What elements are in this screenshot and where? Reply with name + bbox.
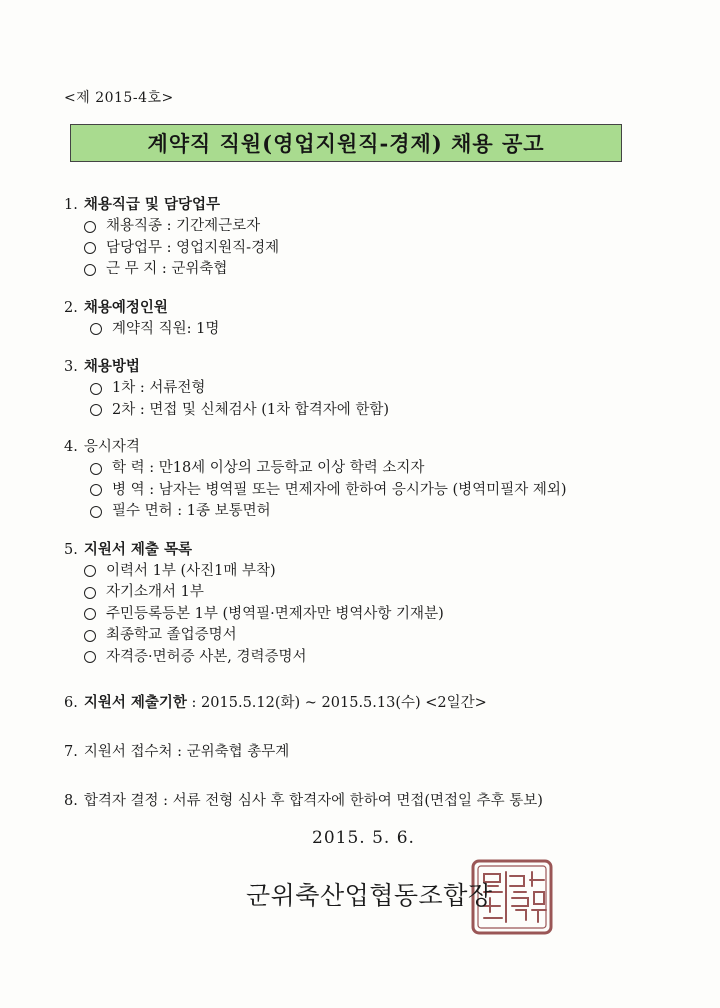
section-number: 6. — [64, 695, 78, 711]
section-title: 채용직급 및 담당업무 — [83, 196, 221, 213]
section-title: 지원서 접수처 — [83, 744, 173, 760]
signer-name: 군위축산업협동조합장 — [246, 881, 493, 910]
list-item-text: 자기소개서 1부 — [106, 584, 204, 600]
section-reception — [64, 742, 694, 763]
list-item — [64, 561, 694, 583]
list-item — [64, 647, 694, 669]
list-item-text: 병 역 : 남자는 병역필 또는 면제자에 한하여 응시가능 (병역미필자 제외) — [112, 481, 567, 498]
section-heading — [64, 437, 694, 458]
circle-bullet-icon — [84, 242, 96, 254]
circle-bullet-icon — [90, 484, 102, 496]
section-deadline — [64, 692, 694, 714]
section-title: 채용예정인원 — [83, 298, 168, 316]
section-title: 지원서 제출기한 — [83, 694, 187, 711]
section-title: 채용방법 — [83, 358, 140, 375]
section-number: 2. — [64, 299, 78, 316]
section-number: 8. — [64, 793, 78, 809]
list-item-text: 학 력 : 만18세 이상의 고등학교 이상 학력 소지자 — [112, 460, 425, 476]
circle-bullet-icon — [90, 506, 102, 518]
circle-bullet-icon — [84, 587, 96, 599]
list-item-text: 채용직종 : 기간제근로자 — [106, 218, 261, 234]
list-item-text: 최종학교 졸업증명서 — [106, 627, 237, 643]
list-item — [64, 319, 694, 341]
list-item — [64, 259, 694, 281]
section-heading — [64, 539, 694, 561]
document-number: <제 2015-4호> — [64, 90, 174, 106]
section-documents — [64, 539, 694, 669]
circle-bullet-icon — [90, 463, 102, 475]
section-heading — [64, 297, 694, 319]
circle-bullet-icon — [84, 651, 96, 663]
circle-bullet-icon — [90, 383, 102, 395]
circle-bullet-icon — [84, 608, 96, 620]
list-item — [64, 501, 694, 523]
list-item — [64, 378, 694, 400]
section-title: 지원서 제출 목록 — [83, 540, 192, 558]
circle-bullet-icon — [90, 323, 102, 335]
section-headcount — [64, 297, 694, 341]
section-heading — [64, 791, 694, 812]
list-item — [64, 458, 694, 480]
notice-sections — [64, 194, 694, 840]
list-item-text: 이력서 1부 (사진1매 부착) — [106, 562, 276, 579]
section-number: 7. — [64, 744, 78, 760]
list-item-text: 필수 면허 : 1종 보통면허 — [112, 503, 271, 519]
list-item — [64, 238, 694, 260]
section-value: : 서류 전형 심사 후 합격자에 한하여 면접(면접일 추후 통보) — [158, 793, 543, 809]
list-item — [64, 625, 694, 647]
section-value: : 군위축협 총무계 — [172, 744, 290, 760]
title-banner — [70, 124, 622, 162]
section-heading — [64, 692, 694, 714]
section-qualifications — [64, 437, 694, 523]
circle-bullet-icon — [84, 264, 96, 276]
list-item-text: 계약직 직원: 1명 — [112, 320, 220, 337]
section-value: : 2015.5.12(화) ~ 2015.5.13(수) <2일간> — [186, 695, 487, 711]
list-item — [64, 604, 694, 626]
section-position-duties — [64, 194, 694, 281]
circle-bullet-icon — [90, 404, 102, 416]
page-title: 계약직 직원(영업지원직-경제) 채용 공고 — [147, 131, 545, 156]
list-item-text: 주민등록등본 1부 (병역필·면제자만 병역사항 기재분) — [106, 605, 444, 622]
list-item-text: 자격증·면허증 사본, 경력증명서 — [106, 648, 307, 665]
section-heading — [64, 356, 694, 378]
list-item-text: 담당업무 : 영업지원직-경제 — [106, 239, 280, 256]
section-heading — [64, 194, 694, 216]
list-item-text: 2차 : 면접 및 신체검사 (1차 합격자에 한함) — [112, 401, 390, 418]
circle-bullet-icon — [84, 221, 96, 233]
list-item — [64, 582, 694, 604]
section-number: 5. — [64, 541, 78, 558]
list-item-text: 1차 : 서류전형 — [112, 380, 206, 396]
section-heading — [64, 742, 694, 763]
section-title: 응시자격 — [83, 439, 140, 455]
section-method — [64, 356, 694, 421]
issue-date: 2015. 5. 6. — [312, 828, 415, 848]
list-item — [64, 216, 694, 238]
list-item-text: 근 무 지 : 군위축협 — [106, 261, 228, 277]
circle-bullet-icon — [84, 565, 96, 577]
list-item — [64, 480, 694, 502]
section-selection — [64, 791, 694, 812]
section-number: 3. — [64, 359, 78, 375]
section-number: 4. — [64, 439, 78, 455]
circle-bullet-icon — [84, 630, 96, 642]
section-title: 합격자 결정 — [83, 793, 159, 809]
section-number: 1. — [64, 197, 78, 213]
list-item — [64, 400, 694, 422]
